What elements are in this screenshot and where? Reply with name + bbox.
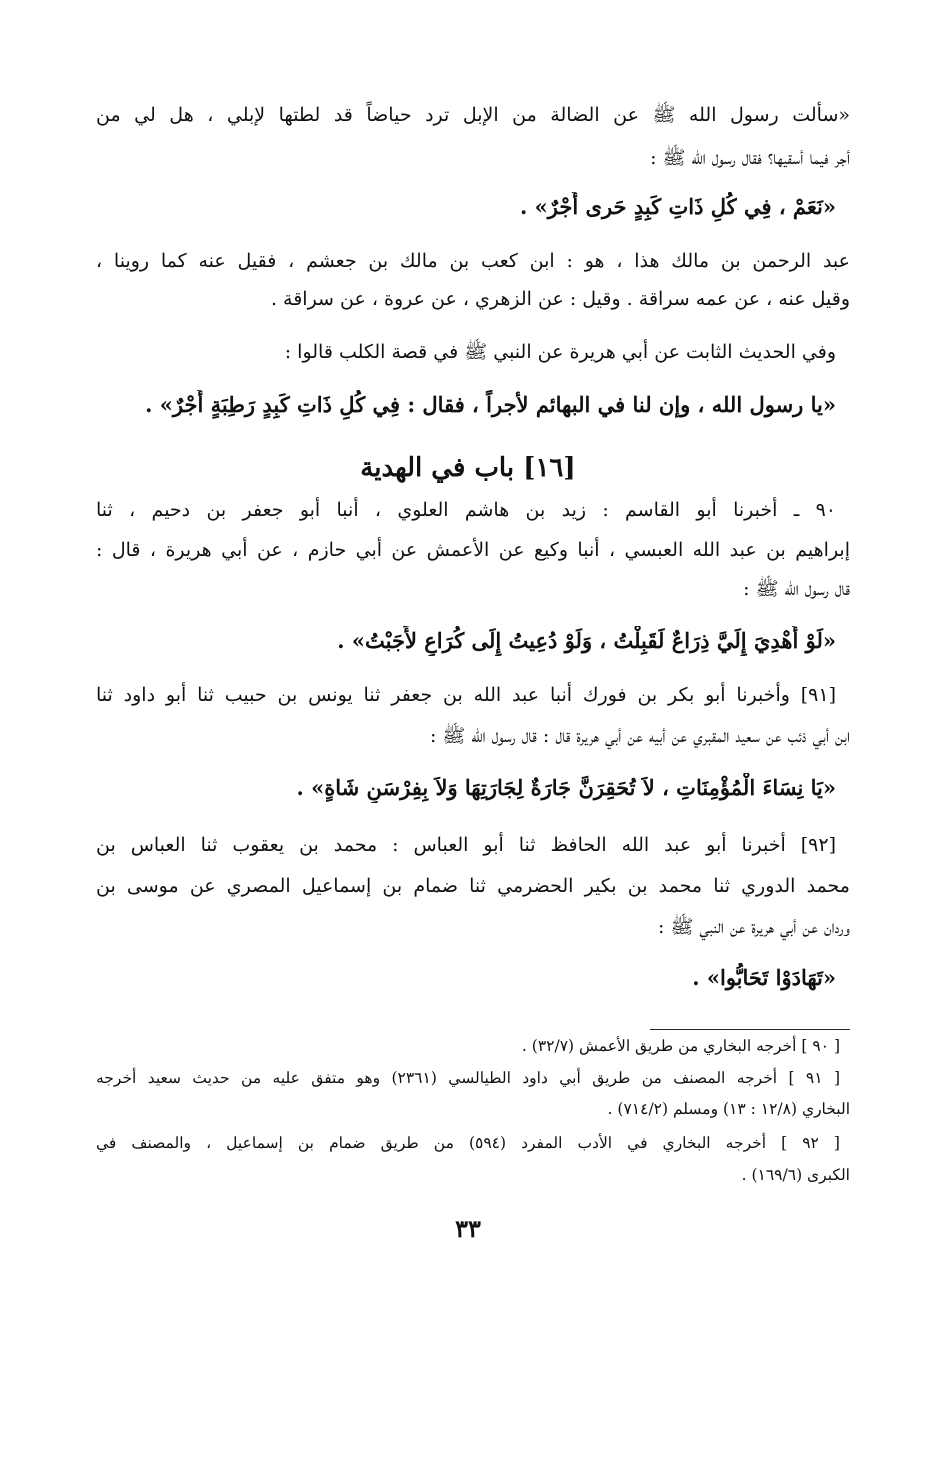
chapter-heading: [١٦] باب في الهدية: [360, 453, 576, 483]
page-number: ٣٣: [455, 1214, 481, 1243]
paragraph-line: وردان عن أبي هريرة عن النبي ﷺ :: [658, 916, 850, 938]
footnote: البخاري (١٢/٨ : ١٣) ومسلم (٧١٤/٢) .: [607, 1100, 850, 1118]
paragraph-line: قال رسول الله ﷺ :: [743, 578, 850, 600]
hadith-text: «يا رسول الله ، وإن لنا في البهائم لأجراً ، فقال : فِي كُلِ ذَاتِ كَبِدٍ رَطِبَةٍ أَجْرٌ» .: [145, 392, 836, 417]
hadith-text: «نَعَمْ ، فِي كُلِ ذَاتِ كَبِدٍ حَرى أَجْرٌ» .: [520, 194, 836, 219]
paragraph-line: ٩٠ ـ أخبرنا أبو القاسم : زيد بن هاشم العلوي ، أنبا أبو جعفر بن دحيم ، ثنا: [96, 499, 836, 521]
paragraph-line: ابن أبي ذئب عن سعيد المقبري عن أبيه عن أبي هريرة قال : قال رسول الله ﷺ :: [429, 725, 850, 747]
hadith-text: «تَهَادَوْا تَحَابُّوا» .: [692, 965, 836, 990]
paragraph-line: [٩٢] أخبرنا أبو عبد الله الحافظ ثنا أبو العباس : محمد بن يعقوب ثنا العباس بن: [96, 834, 836, 856]
footnote-divider: [650, 1029, 850, 1030]
footnote: [ ٩٢ ] أخرجه البخاري في الأدب المفرد (٥٩٤) من طريق ضمام بن إسماعيل ، والمصنف في: [96, 1134, 840, 1152]
paragraph-line: «سألت رسول الله ﷺ عن الضالة من الإبل ترد حياضاً قد لطتها لإبلي ، هل لي من: [96, 104, 850, 126]
paragraph-line: أجر فيما أسقيها؟ فقال رسول الله ﷺ :: [650, 147, 850, 169]
paragraph-line: محمد الدوري ثنا محمد بن بكير الحضرمي ثنا ضمام بن إسماعيل المصري عن موسى بن: [96, 875, 850, 897]
paragraph-line: عبد الرحمن بن مالك هذا ، هو : ابن كعب بن مالك بن جعشم ، فقيل عنه كما روينا ،: [96, 250, 850, 272]
footnote: [ ٩١ ] أخرجه المصنف من طريق أبي داود الطيالسي (٢٣٦١) وهو متفق عليه من حديث سعيد أخرجه: [96, 1069, 840, 1087]
paragraph-line: إبراهيم بن عبد الله العبسي ، أنبا وكيع عن الأعمش عن أبي حازم ، عن أبي هريرة ، قال :: [96, 539, 850, 561]
paragraph-line: [٩١] وأخبرنا أبو بكر بن فورك أنبا عبد الله بن جعفر ثنا يونس بن حبيب ثنا أبو داود ثنا: [96, 684, 836, 706]
footnote: [ ٩٠ ] أخرجه البخاري من طريق الأعمش (٣٢/٧) .: [521, 1037, 840, 1055]
paragraph-line: وقيل عنه ، عن عمه سراقة . وقيل : عن الزهري ، عن عروة ، عن سراقة .: [270, 288, 850, 310]
hadith-text: «لَوْ أُهْدِيَ إِلَيَّ ذِرَاعٌ لَقَبِلْتُ ، وَلَوْ دُعِيتُ إِلَى كُرَاعٍ لأَجَبْتُ» .: [337, 628, 836, 653]
paragraph-line: وفي الحديث الثابت عن أبي هريرة عن النبي ﷺ في قصة الكلب قالوا :: [284, 341, 836, 363]
hadith-text: «يَا نِسَاءَ الْمُؤْمِنَاتِ ، لاَ تُحَقِرَنَّ جَارَةٌ لِجَارَتِهَا وَلاَ بِفِرْسَنِ شَاةٍ» .: [296, 775, 836, 800]
footnote: الكبرى (١٦٩/٦) .: [741, 1166, 850, 1184]
